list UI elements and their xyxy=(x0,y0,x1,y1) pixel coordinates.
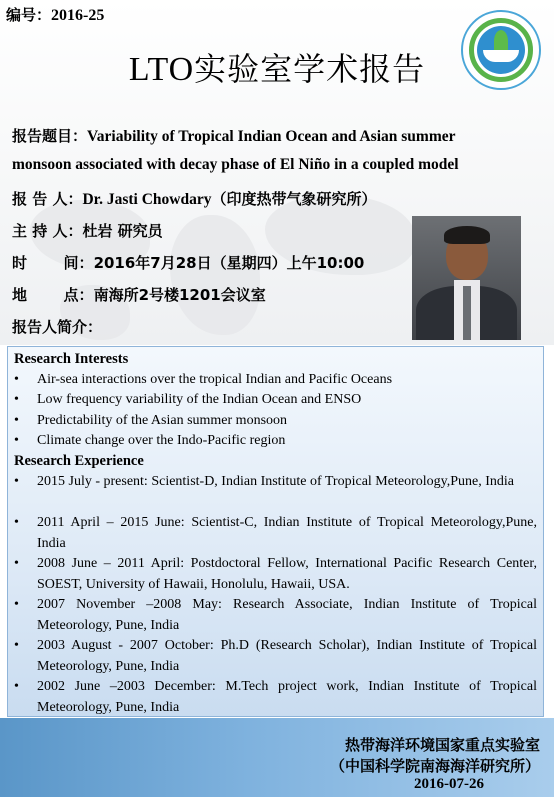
place-label: 地 点： xyxy=(12,286,94,304)
bullet-icon: • xyxy=(14,638,19,653)
list-item: • Predictability of the Asian summer monsoon xyxy=(14,411,537,432)
list-item: • 2002 June –2003 December: M.Tech project work, Indian Institute of Tropical Meteorology, Pune, India xyxy=(14,679,537,715)
footer-date: 2016-07-26 xyxy=(414,776,484,792)
bio-line xyxy=(12,316,102,337)
speaker-label: 报 告 人： xyxy=(12,190,83,208)
photo-tie xyxy=(463,286,471,340)
list-item: • 2011 April – 2015 June: Scientist-C, Indian Institute of Tropical Meteorology,Pune, India xyxy=(14,515,537,551)
bio-label: 报告人简介： xyxy=(12,318,103,336)
speaker-line xyxy=(12,188,377,209)
time-value: 2016年7月28日（星期四）上午10:00 xyxy=(93,254,365,272)
place-line xyxy=(12,284,266,305)
experience-heading: Research Experience xyxy=(14,453,144,469)
list-item: • Climate change over the Indo-Pacific region xyxy=(14,431,537,452)
topic-line2: monsoon associated with decay phase of El Niño in a coupled model xyxy=(12,156,459,173)
host-value: 杜岩 研究员 xyxy=(82,222,163,240)
list-item: • 2007 November –2008 May: Research Associate, Indian Institute of Tropical Meteorology, Pune, India xyxy=(14,597,537,633)
place-value: 南海所2号楼1201会议室 xyxy=(93,286,266,304)
world-map-shape xyxy=(170,215,260,335)
interests-heading: Research Interests xyxy=(14,351,129,367)
time-line xyxy=(12,252,364,273)
bio-panel xyxy=(7,346,544,717)
list-item: • 2015 July - present: Scientist-D, Indian Institute of Tropical Meteorology,Pune, India xyxy=(14,472,537,493)
bullet-icon: • xyxy=(14,597,19,612)
list-item: • Low frequency variability of the Indian Ocean and ENSO xyxy=(14,390,537,411)
speaker-affiliation: （印度热带气象研究所） xyxy=(211,190,377,208)
bullet-icon: • xyxy=(14,556,19,571)
host-label: 主 持 人： xyxy=(12,222,83,240)
speaker-photo xyxy=(412,216,521,340)
photo-hair xyxy=(444,226,490,244)
topic-line1: Variability of Tropical Indian Ocean and Asian summer xyxy=(87,128,456,145)
bullet-icon: • xyxy=(14,679,19,694)
title-en: LTO xyxy=(128,51,195,88)
list-item: • 2008 June – 2011 April: Postdoctoral Fellow, International Pacific Research Center, SOEST, University of Hawaii, Honolulu, Hawaii, USA. xyxy=(14,556,537,592)
serial-label: 编号： xyxy=(6,6,52,24)
page-title xyxy=(0,44,554,90)
bullet-icon: • xyxy=(14,392,19,407)
list-item: • 2003 August - 2007 October: Ph.D (Research Scholar), Indian Institute of Tropical Meteorology, Pune, India xyxy=(14,638,537,674)
bullet-icon: • xyxy=(14,372,19,387)
time-label: 时 间： xyxy=(12,254,94,272)
host-line xyxy=(12,220,163,241)
footer-org-line1: 热带海洋环境国家重点实验室 xyxy=(344,736,540,754)
bullet-icon: • xyxy=(14,474,19,489)
topic-line xyxy=(12,125,456,146)
bullet-icon: • xyxy=(14,515,19,530)
bullet-icon: • xyxy=(14,413,19,428)
title-cn: 实验室学术报告 xyxy=(194,50,426,88)
serial-number xyxy=(6,4,104,25)
footer-org-line2: （中国科学院南海海洋研究所） xyxy=(329,757,540,775)
topic-line-2 xyxy=(12,156,459,174)
serial-value: 2016-25 xyxy=(51,7,105,24)
topic-label: 报告题目： xyxy=(12,127,88,145)
speaker-name: Dr. Jasti Chowdary xyxy=(82,191,212,208)
list-item: • Air-sea interactions over the tropical Indian and Pacific Oceans xyxy=(14,370,537,391)
bullet-icon: • xyxy=(14,433,19,448)
